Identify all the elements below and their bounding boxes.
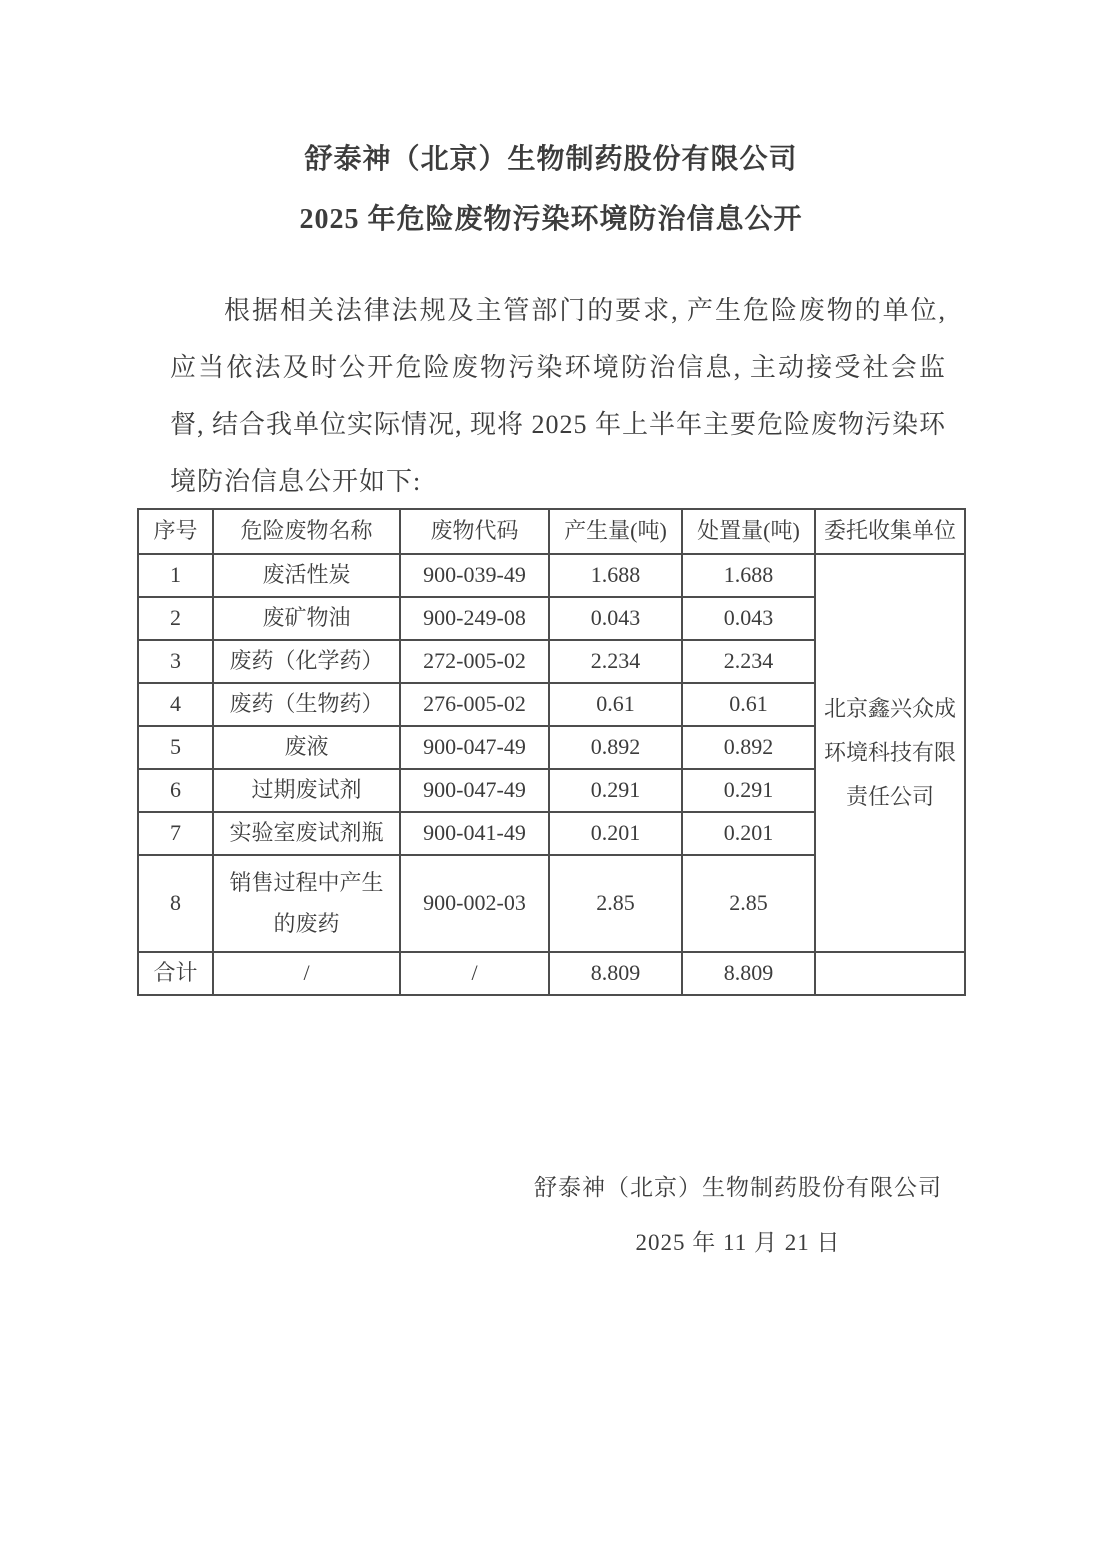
disposed-qty: 0.291 [682,769,815,812]
total-disposed: 8.809 [682,952,815,995]
row-index: 6 [138,769,213,812]
intro-paragraph: 根据相关法律法规及主管部门的要求, 产生危险废物的单位, 应当依法及时公开危险废物污染环境防治信息, 主动接受社会监督, 结合我单位实际情况, 现将 2025 年上半年主要危险废物污染环境防治信息公开如下: [170,296,947,496]
table-row [138,554,965,597]
disposed-qty: 2.85 [682,855,815,952]
waste-name: 废矿物油 [213,597,400,640]
table-total-row [138,952,965,995]
produced-qty: 0.291 [549,769,682,812]
produced-qty: 0.043 [549,597,682,640]
produced-qty: 2.234 [549,640,682,683]
total-name: / [213,952,400,995]
signature-block [534,1172,942,1259]
waste-code: 900-039-49 [400,554,549,597]
document-title: 舒泰神（北京）生物制药股份有限公司 [304,144,798,175]
row-index: 7 [138,812,213,855]
waste-code: 276-005-02 [400,683,549,726]
hazardous-waste-table [137,508,966,996]
waste-code: 272-005-02 [400,640,549,683]
disposed-qty: 0.61 [682,683,815,726]
signature-company: 舒泰神（北京）生物制药股份有限公司 [534,1175,942,1200]
total-label: 合计 [138,952,213,995]
waste-name: 废药（化学药） [213,640,400,683]
waste-code: 900-047-49 [400,769,549,812]
col-header-disposed: 处置量(吨) [682,509,815,554]
produced-qty: 0.892 [549,726,682,769]
col-header-collector: 委托收集单位 [815,509,965,554]
document-subtitle: 2025 年危险废物污染环境防治信息公开 [299,204,803,235]
waste-code: 900-047-49 [400,726,549,769]
disposed-qty: 2.234 [682,640,815,683]
waste-name: 废药（生物药） [213,683,400,726]
waste-name: 废液 [213,726,400,769]
produced-qty: 0.201 [549,812,682,855]
collector-company-cell: 北京鑫兴众成环境科技有限责任公司 [815,554,965,952]
signature-date: 2025 年 11 月 21 日 [635,1230,841,1255]
disposed-qty: 1.688 [682,554,815,597]
table-header-row [138,509,965,554]
waste-code: 900-249-08 [400,597,549,640]
col-header-waste-code: 废物代码 [400,509,549,554]
waste-name: 废活性炭 [213,554,400,597]
col-header-waste-name: 危险废物名称 [213,509,400,554]
col-header-produced: 产生量(吨) [549,509,682,554]
produced-qty: 0.61 [549,683,682,726]
waste-code: 900-002-03 [400,855,549,952]
waste-name: 销售过程中产生的废药 [213,855,400,952]
row-index: 4 [138,683,213,726]
row-index: 3 [138,640,213,683]
disposed-qty: 0.201 [682,812,815,855]
col-header-index: 序号 [138,509,213,554]
row-index: 2 [138,597,213,640]
waste-name: 过期废试剂 [213,769,400,812]
row-index: 8 [138,855,213,952]
row-index: 5 [138,726,213,769]
produced-qty: 2.85 [549,855,682,952]
disposed-qty: 0.892 [682,726,815,769]
total-code: / [400,952,549,995]
waste-code: 900-041-49 [400,812,549,855]
disposed-qty: 0.043 [682,597,815,640]
produced-qty: 1.688 [549,554,682,597]
total-produced: 8.809 [549,952,682,995]
total-collector-empty-cell [815,952,965,995]
waste-name: 实验室废试剂瓶 [213,812,400,855]
row-index: 1 [138,554,213,597]
